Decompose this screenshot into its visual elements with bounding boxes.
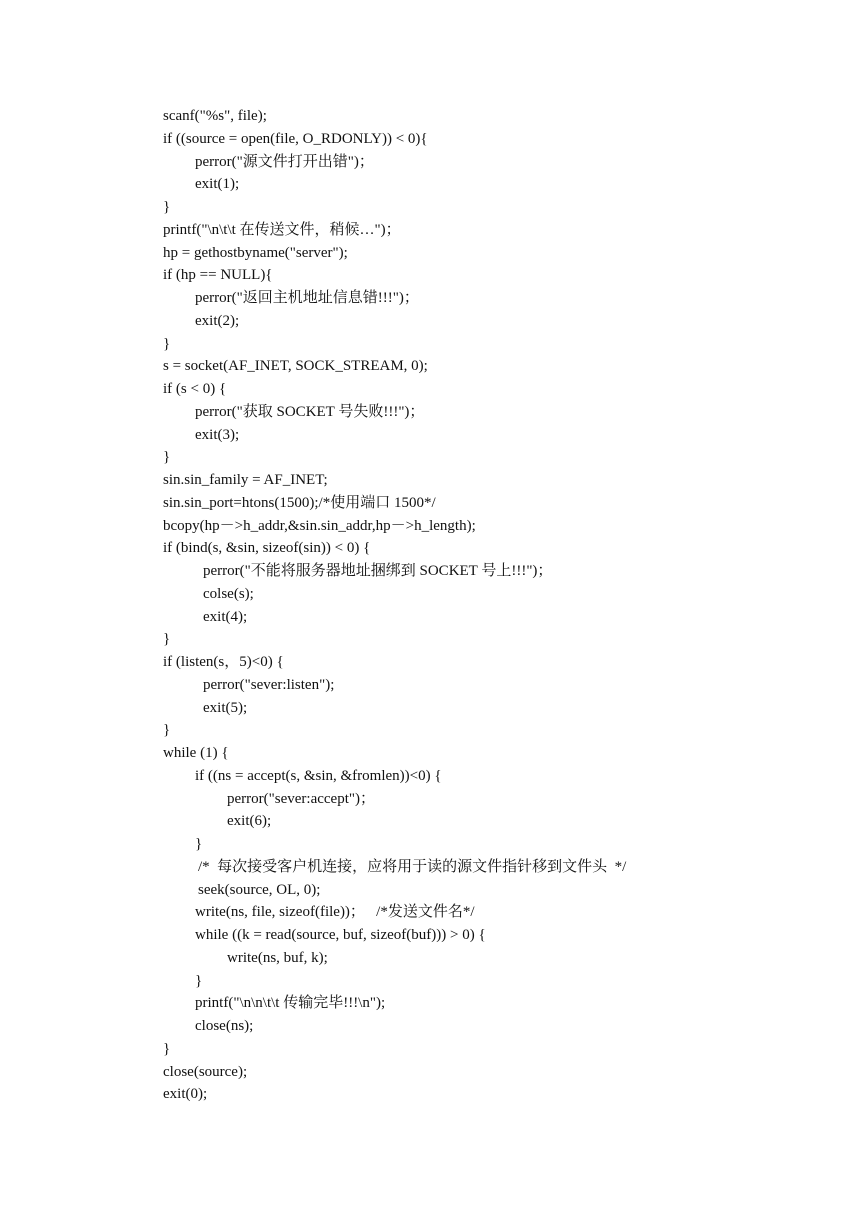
code-line-31: perror("sever:accept")；: [227, 790, 375, 807]
code-line-17: sin.sin_family = AF_INET;: [163, 472, 328, 488]
code-line-20: if (bind(s, &sin, sizeof(sin)) < 0) {: [163, 540, 371, 557]
code-line-1: scanf("%s", file);: [163, 108, 267, 124]
code-line-36: write(ns, file, sizeof(file))； /*发送文件名*/: [195, 904, 475, 921]
code-line-43: close(source);: [163, 1063, 248, 1080]
code-line-30: if ((ns = accept(s, &sin, &fromlen))<0) {: [195, 767, 442, 784]
code-line-21: perror("不能将服务器地址捆绑到 SOCKET 号上!!!")；: [203, 563, 553, 579]
code-line-38: write(ns, buf, k);: [227, 949, 328, 966]
code-line-44: exit(0);: [163, 1086, 208, 1103]
code-line-8: if (hp == NULL){: [163, 267, 273, 284]
code-line-37: while ((k = read(source, buf, sizeof(buf))) > 0) {: [195, 927, 486, 943]
code-line-13: if (s < 0) {: [163, 381, 227, 397]
code-line-15: exit(3);: [195, 426, 240, 443]
code-line-34: /* 每次接受客户机连接，应将用于读的源文件指针移到文件头 */: [198, 858, 627, 875]
code-line-40: printf("\n\n\t\t 传输完毕!!!\n");: [195, 995, 386, 1012]
code-line-24: }: [163, 631, 171, 648]
code-line-3: perror("源文件打开出错")；: [195, 153, 374, 170]
code-line-32: exit(6);: [227, 813, 272, 830]
code-line-35: seek(source, OL, 0);: [198, 881, 321, 898]
code-line-14: perror("获取 SOCKET 号失败!!!")；: [195, 403, 425, 420]
code-line-41: close(ns);: [195, 1018, 254, 1034]
code-line-18: sin.sin_port=htons(1500);/*使用端口 1500*/: [163, 494, 436, 511]
code-line-26: perror("sever:listen");: [203, 676, 335, 693]
code-line-2: if ((source = open(file, O_RDONLY)) < 0){: [163, 130, 428, 147]
code-line-11: }: [163, 335, 171, 352]
code-line-25: if (listen(s，5)<0) {: [163, 654, 284, 670]
code-line-7: hp = gethostbyname("server");: [163, 244, 348, 261]
code-line-22: colse(s);: [203, 585, 254, 602]
code-line-42: }: [163, 1040, 171, 1057]
code-line-39: }: [195, 972, 203, 989]
code-line-19: bcopy(hp－>h_addr,&sin.sin_addr,hp－>h_length);: [163, 517, 476, 534]
code-line-6: printf("\n\t\t 在传送文件，稍候…")；: [163, 221, 401, 238]
code-line-12: s = socket(AF_INET, SOCK_STREAM, 0);: [163, 358, 428, 375]
code-line-28: }: [163, 722, 171, 739]
code-line-29: while (1) {: [163, 745, 229, 761]
code-line-33: }: [195, 836, 203, 852]
code-line-16: }: [163, 449, 171, 466]
code-line-9: perror("返回主机地址信息错!!!")；: [195, 290, 419, 306]
code-line-27: exit(5);: [203, 699, 248, 716]
code-listing: [163, 105, 783, 1106]
code-line-23: exit(4);: [203, 608, 248, 625]
code-line-5: }: [163, 199, 171, 215]
code-line-10: exit(2);: [195, 312, 240, 329]
code-line-4: exit(1);: [195, 176, 240, 193]
